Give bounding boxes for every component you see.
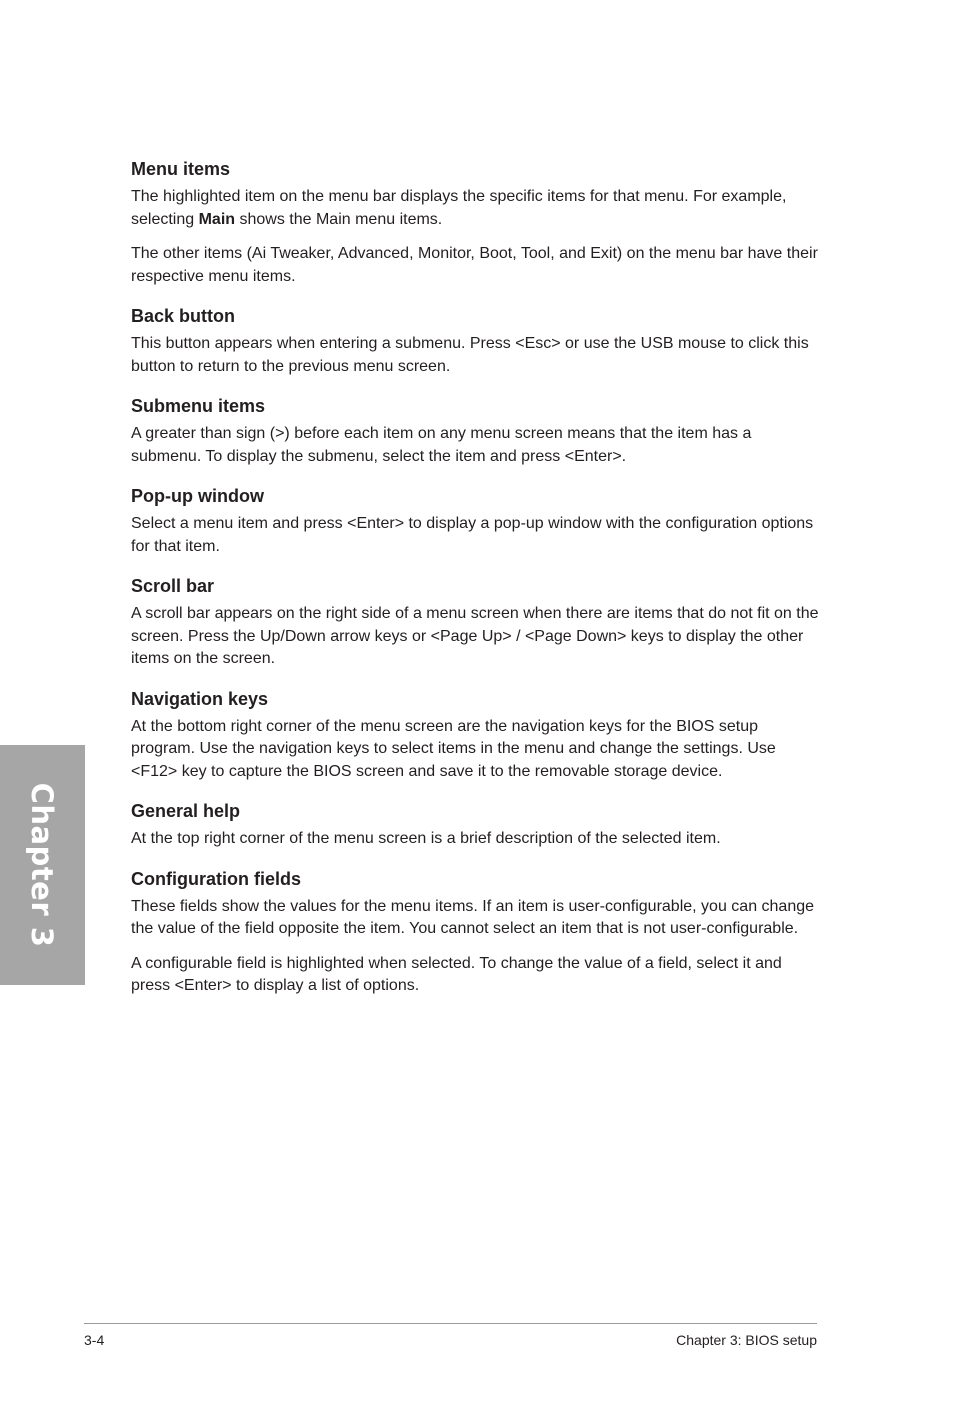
section-paragraph: This button appears when entering a submenu. Press <Esc> or use the USB mouse to click this button to return to the previous menu screen. [131,335,809,375]
footer-divider [84,1323,817,1324]
section-paragraph: Select a menu item and press <Enter> to display a pop-up window with the configuration options for that item. [131,515,814,555]
section-title: Pop-up window [131,486,264,506]
section-title: Submenu items [131,396,266,416]
section-submenu-items [131,394,821,468]
section-paragraph: A scroll bar appears on the right side of a menu screen when there are items that do not fit on the screen. Press the Up/Down arrow keys or <Page Up> / <Page Down> keys to display the other items on the screen. [131,605,819,667]
section-paragraph: At the top right corner of the menu screen is a brief description of the selected item. [131,830,721,847]
section-title: Scroll bar [131,576,215,596]
section-paragraph: These fields show the values for the menu items. If an item is user-configurable, you can change the value of the field opposite the item. You cannot select an item that is not user-configurable. [131,897,815,937]
footer-chapter-title: Chapter 3: BIOS setup [676,1332,817,1348]
section-back-button [131,304,821,378]
section-title: Navigation keys [131,688,269,709]
section-popup-window [131,484,821,558]
section-scroll-bar [131,574,821,671]
section-paragraph: A greater than sign (>) before each item on any menu screen means that the item has a submenu. To display the submenu, select the item and press <Enter>. [131,425,752,465]
section-title: Back button [131,306,236,326]
chapter-tab-label: Chapter 3 [25,782,59,948]
section-title: Menu items [131,159,231,179]
page-content [131,157,821,1014]
section-title: General help [131,801,241,821]
section-navigation-keys [131,687,821,784]
section-paragraph [131,186,821,231]
footer-page-number: 3-4 [84,1332,105,1348]
section-paragraph: The other items (Ai Tweaker, Advanced, Monitor, Boot, Tool, and Exit) on the menu bar have their respective menu items. [131,245,818,285]
section-paragraph: At the bottom right corner of the menu screen are the navigation keys for the BIOS setup program. Use the navigation keys to select items in the menu and change the settings. Use <F12> key to capture the BIOS screen and save it to the removable storage device. [131,717,776,780]
section-paragraph: A configurable field is highlighted when selected. To change the value of a field, select it and press <Enter> to display a list of options. [131,954,782,994]
paragraph-text: The highlighted item on the menu bar displays the specific items for that menu. For example, selecting [131,188,787,228]
section-configuration-fields [131,867,821,998]
section-menu-items [131,157,821,288]
section-title: Configuration fields [131,868,301,889]
section-general-help [131,799,821,851]
bold-term: Main [198,210,236,228]
paragraph-text: shows the Main menu items. [235,210,443,228]
